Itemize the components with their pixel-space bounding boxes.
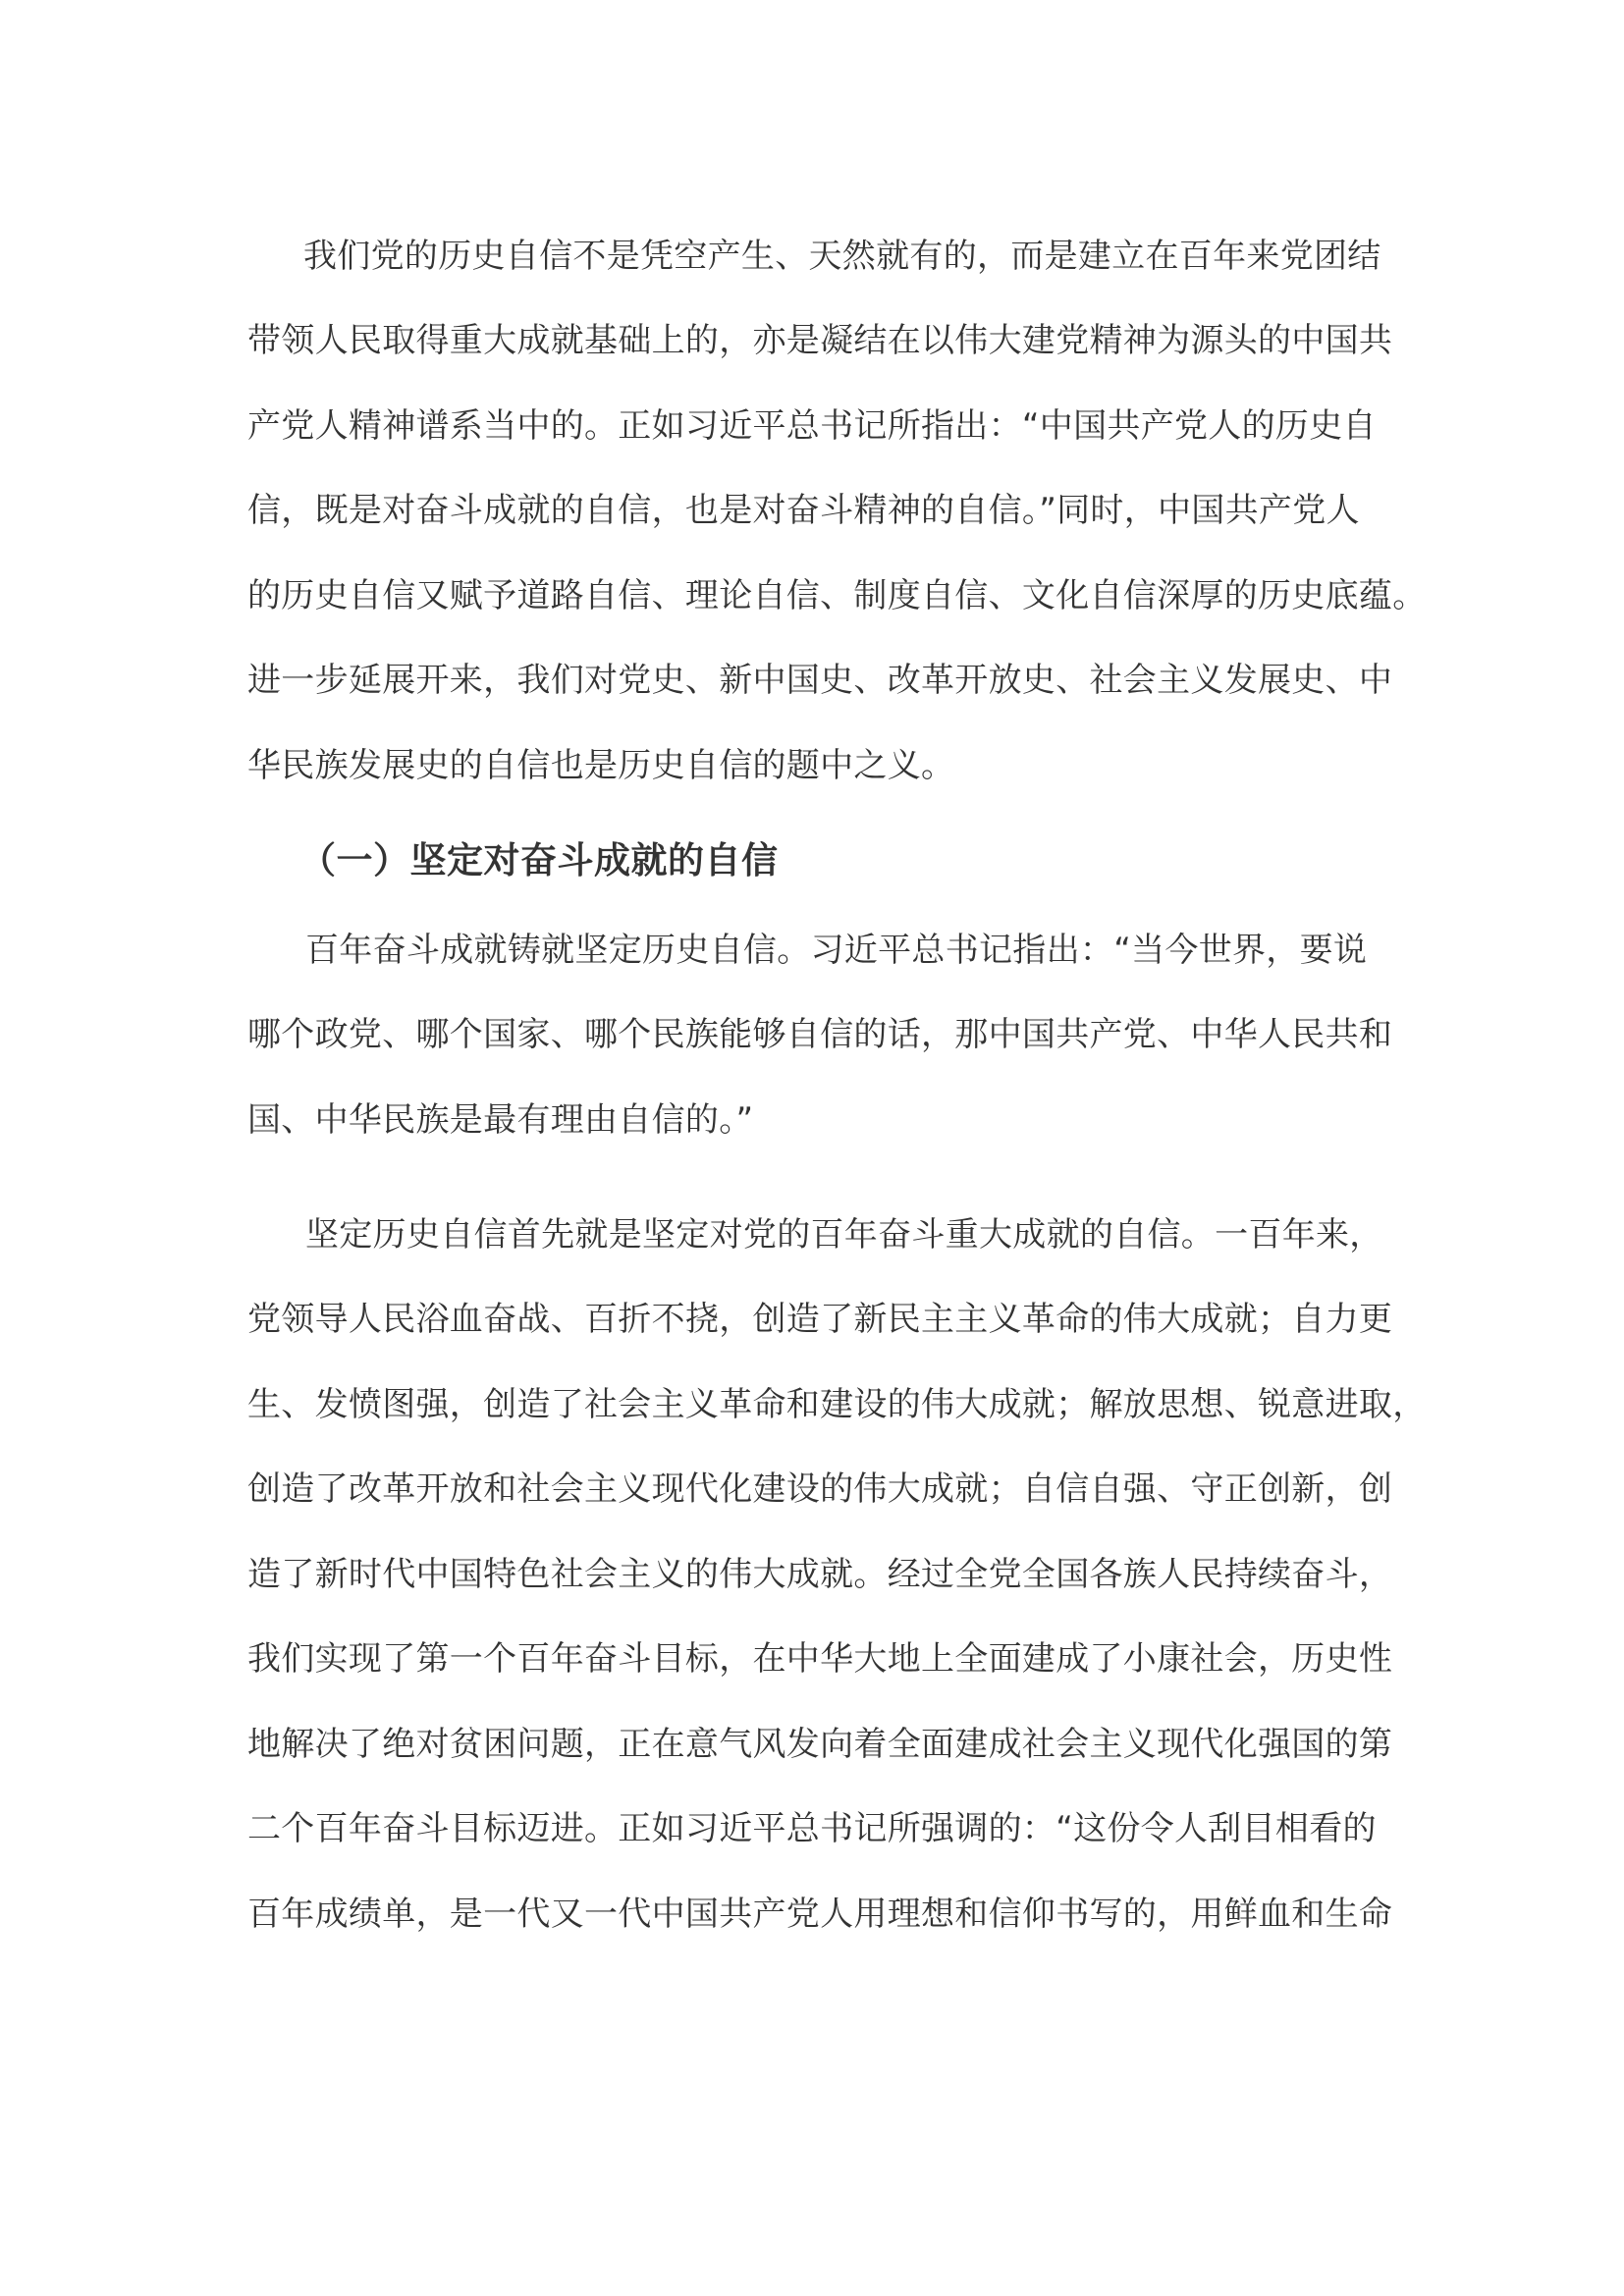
paragraph-line: 二个百年奋斗目标迈进。正如习近平总书记所强调的：“这份令人刮目相看的 (247, 1809, 1377, 1848)
paragraph-line: 我们实现了第一个百年奋斗目标，在中华大地上全面建成了小康社会，历史性 (247, 1639, 1393, 1679)
paragraph-line: 生、发愤图强，创造了社会主义革命和建设的伟大成就；解放思想、锐意进取， (247, 1385, 1427, 1424)
paragraph-line: 进一步延展开来，我们对党史、新中国史、改革开放史、社会主义发展史、中 (247, 661, 1393, 700)
section-heading: （一）坚定对奋斗成就的自信 (299, 839, 779, 881)
paragraph-line: 华民族发展史的自信也是历史自信的题中之义。 (247, 746, 955, 785)
paragraph-line: 的历史自信又赋予道路自信、理论自信、制度自信、文化自信深厚的历史底蕴。 (247, 576, 1427, 615)
paragraph-line: 我们党的历史自信不是凭空产生、天然就有的，而是建立在百年来党团结 (303, 237, 1381, 276)
paragraph-line: 地解决了绝对贫困问题，正在意气风发向着全面建成社会主义现代化强国的第 (247, 1725, 1393, 1764)
paragraph-line: 创造了改革开放和社会主义现代化建设的伟大成就；自信自强、守正创新，创 (247, 1469, 1393, 1509)
paragraph-line: 产党人精神谱系当中的。正如习近平总书记所指出：“中国共产党人的历史自 (247, 406, 1377, 446)
paragraph-line: 带领人民取得重大成就基础上的，亦是凝结在以伟大建党精神为源头的中国共 (247, 321, 1393, 360)
paragraph-line: 坚定历史自信首先就是坚定对党的百年奋斗重大成就的自信。一百年来， (305, 1215, 1383, 1255)
paragraph-line: 党领导人民浴血奋战、百折不挠，创造了新民主主义革命的伟大成就；自力更 (247, 1300, 1393, 1339)
paragraph-line: 信，既是对奋斗成就的自信，也是对奋斗精神的自信。”同时，中国共产党人 (247, 491, 1360, 530)
paragraph-line: 国、中华民族是最有理由自信的。” (247, 1100, 754, 1140)
paragraph-line: 哪个政党、哪个国家、哪个民族能够自信的话，那中国共产党、中华人民共和 (247, 1015, 1393, 1054)
paragraph-line: 造了新时代中国特色社会主义的伟大成就。经过全党全国各族人民持续奋斗， (247, 1555, 1393, 1594)
paragraph-line: 百年奋斗成就铸就坚定历史自信。习近平总书记指出：“当今世界，要说 (305, 931, 1368, 970)
paragraph-line: 百年成绩单，是一代又一代中国共产党人用理想和信仰书写的，用鲜血和生命 (247, 1895, 1393, 1934)
